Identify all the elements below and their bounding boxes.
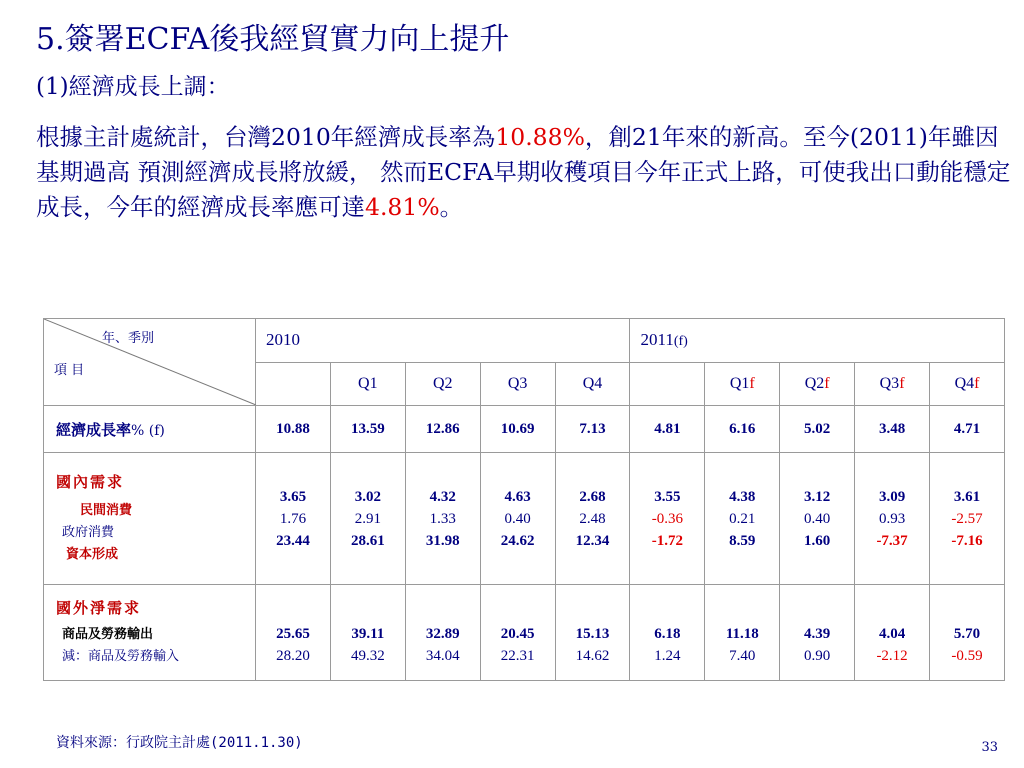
- domestic-values: [855, 453, 930, 585]
- domestic-values: [256, 453, 331, 585]
- header-corner-cell: [44, 319, 256, 406]
- external-values: [630, 585, 705, 681]
- quarter-header: Q1: [330, 362, 405, 406]
- gdp-value: 3.48: [855, 406, 930, 453]
- external-values: [930, 585, 1005, 681]
- external-demand-label-cell: [44, 585, 256, 681]
- quarter-header: [780, 362, 855, 406]
- external-values: [256, 585, 331, 681]
- government-consumption-value: 0.21: [729, 510, 756, 527]
- external-values: [705, 585, 780, 681]
- domestic-demand-label: 國內需求: [56, 473, 125, 491]
- slide-subtitle: (1)經濟成長上調：: [36, 74, 230, 100]
- imports-value: -0.59: [951, 647, 983, 664]
- forecast-mark: (f): [673, 334, 688, 350]
- imports-value: -2.12: [876, 647, 908, 664]
- external-values: [555, 585, 630, 681]
- imports-label: 減：商品及勞務輸入: [62, 649, 180, 664]
- government-consumption-label: 政府消費: [62, 525, 115, 540]
- gdp-value: 5.02: [780, 406, 855, 453]
- external-values: [855, 585, 930, 681]
- quarter-blank-2011: [630, 362, 705, 406]
- exports-value: 32.89: [425, 625, 460, 642]
- government-consumption-value: 2.91: [354, 510, 381, 527]
- government-consumption-value: 0.40: [804, 510, 831, 527]
- exports-value: 6.18: [654, 625, 681, 642]
- imports-value: 34.04: [425, 647, 460, 664]
- page-number: 33: [981, 740, 998, 755]
- gdp-2010-highlight: 10.88%: [495, 123, 585, 151]
- capital-formation-value: -1.72: [651, 532, 684, 549]
- imports-value: 0.90: [804, 647, 831, 664]
- year-2010-header: [256, 319, 630, 363]
- external-values: [330, 585, 405, 681]
- exports-value: 25.65: [276, 625, 310, 642]
- gdp-value: 10.69: [480, 406, 555, 453]
- private-consumption-value: 3.09: [878, 488, 906, 505]
- external-values: [780, 585, 855, 681]
- private-consumption-value: 3.61: [953, 488, 981, 505]
- private-consumption-value: 3.02: [354, 488, 381, 505]
- private-consumption-value: 4.38: [729, 488, 756, 505]
- quarter-header: [930, 362, 1005, 406]
- paragraph-text-2: ，創21年來的新高。至今(2011)年雖因基期過高 預測經濟成長將放緩， 然而ECFA早期收穫項目今年正式上路，可使我出口動能穩定成長，今年的經濟成長率應可達: [36, 123, 1011, 221]
- gdp-label-text: 經濟成長率: [56, 420, 132, 439]
- capital-formation-value: 24.62: [500, 532, 535, 549]
- private-consumption-value: 4.63: [504, 488, 531, 505]
- private-consumption-label: 民間消費: [80, 503, 133, 518]
- external-demand-label: 國外淨需求: [56, 599, 142, 617]
- imports-value: 49.32: [350, 647, 385, 664]
- imports-value: 1.24: [654, 647, 681, 664]
- capital-formation-label: 資本形成: [66, 547, 119, 562]
- exports-value: 15.13: [575, 625, 610, 642]
- exports-value: 4.39: [804, 625, 831, 642]
- domestic-values: [330, 453, 405, 585]
- gdp-value: 10.88: [256, 406, 331, 453]
- external-values: [405, 585, 480, 681]
- external-values: [480, 585, 555, 681]
- quarter-header: [705, 362, 780, 406]
- capital-formation-value: 8.59: [729, 532, 756, 549]
- gdp-value: 12.86: [405, 406, 480, 453]
- private-consumption-value: 3.12: [804, 488, 831, 505]
- forecast-mark: f: [749, 374, 755, 392]
- exports-value: 20.45: [500, 625, 535, 642]
- private-consumption-value: 3.65: [279, 488, 307, 505]
- quarter-header: Q2: [405, 362, 480, 406]
- government-consumption-value: 1.76: [279, 510, 307, 527]
- capital-formation-value: 23.44: [276, 532, 310, 549]
- imports-value: 7.40: [729, 647, 756, 664]
- gdp-value: 13.59: [330, 406, 405, 453]
- forecast-mark: f: [899, 374, 905, 392]
- capital-formation-value: 31.98: [425, 532, 460, 549]
- paragraph-text-3: 。: [439, 193, 464, 221]
- gdp-row-label: [44, 406, 256, 453]
- domestic-values: [405, 453, 480, 585]
- data-source-note: 資料來源：行政院主計處(2011.1.30): [56, 735, 303, 751]
- header-period-label: 年、季別: [102, 331, 155, 346]
- gdp-value: 7.13: [555, 406, 630, 453]
- forecast-mark: f: [824, 374, 830, 392]
- quarter-label: Q3: [879, 374, 900, 392]
- quarter-label: Q2: [804, 374, 825, 392]
- private-consumption-value: 4.32: [429, 488, 456, 505]
- domestic-values: [555, 453, 630, 585]
- imports-value: 14.62: [575, 647, 610, 664]
- domestic-values: [630, 453, 705, 585]
- gdp-2011-highlight: 4.81%: [365, 193, 440, 221]
- gdp-value: 4.71: [930, 406, 1005, 453]
- exports-value: 4.04: [878, 625, 906, 642]
- government-consumption-value: -2.57: [951, 510, 983, 527]
- year-2011-header: [630, 319, 1005, 363]
- gdp-value: 4.81: [630, 406, 705, 453]
- imports-value: 22.31: [500, 647, 535, 664]
- government-consumption-value: 0.93: [878, 510, 906, 527]
- private-consumption-value: 2.68: [579, 488, 606, 505]
- capital-formation-value: 12.34: [575, 532, 610, 549]
- domestic-values: [930, 453, 1005, 585]
- body-paragraph: [36, 120, 1016, 225]
- exports-value: 11.18: [725, 625, 759, 642]
- header-item-label: 項 目: [54, 363, 85, 378]
- quarter-blank-2010: [256, 362, 331, 406]
- paragraph-text-1: 根據主計處統計，台灣2010年經濟成長率為: [36, 123, 496, 151]
- year-2011-label: 2011: [640, 330, 674, 350]
- quarter-header: Q4: [555, 362, 630, 406]
- domestic-values: [780, 453, 855, 585]
- capital-formation-value: -7.37: [876, 532, 908, 549]
- capital-formation-value: -7.16: [951, 532, 983, 549]
- capital-formation-value: 1.60: [804, 532, 831, 549]
- government-consumption-value: 1.33: [429, 510, 456, 527]
- exports-value: 5.70: [953, 625, 981, 642]
- gdp-label-unit: % (f): [131, 422, 165, 439]
- government-consumption-value: -0.36: [651, 510, 684, 527]
- capital-formation-value: 28.61: [350, 532, 385, 549]
- imports-value: 28.20: [276, 647, 310, 664]
- domestic-values: [480, 453, 555, 585]
- exports-value: 39.11: [351, 625, 385, 642]
- year-2010-label: 2010: [266, 330, 300, 350]
- domestic-demand-label-cell: [44, 453, 256, 585]
- forecast-mark: f: [974, 374, 980, 392]
- quarter-header: Q3: [480, 362, 555, 406]
- government-consumption-value: 2.48: [579, 510, 606, 527]
- quarter-label: Q1: [729, 374, 750, 392]
- gdp-table: [43, 318, 1005, 681]
- quarter-header: [855, 362, 930, 406]
- quarter-label: Q4: [954, 374, 975, 392]
- slide-title: 5.簽署ECFA後我經貿實力向上提升: [36, 22, 510, 57]
- exports-label: 商品及勞務輸出: [62, 627, 154, 642]
- gdp-value: 6.16: [705, 406, 780, 453]
- government-consumption-value: 0.40: [504, 510, 531, 527]
- private-consumption-value: 3.55: [654, 488, 681, 505]
- domestic-values: [705, 453, 780, 585]
